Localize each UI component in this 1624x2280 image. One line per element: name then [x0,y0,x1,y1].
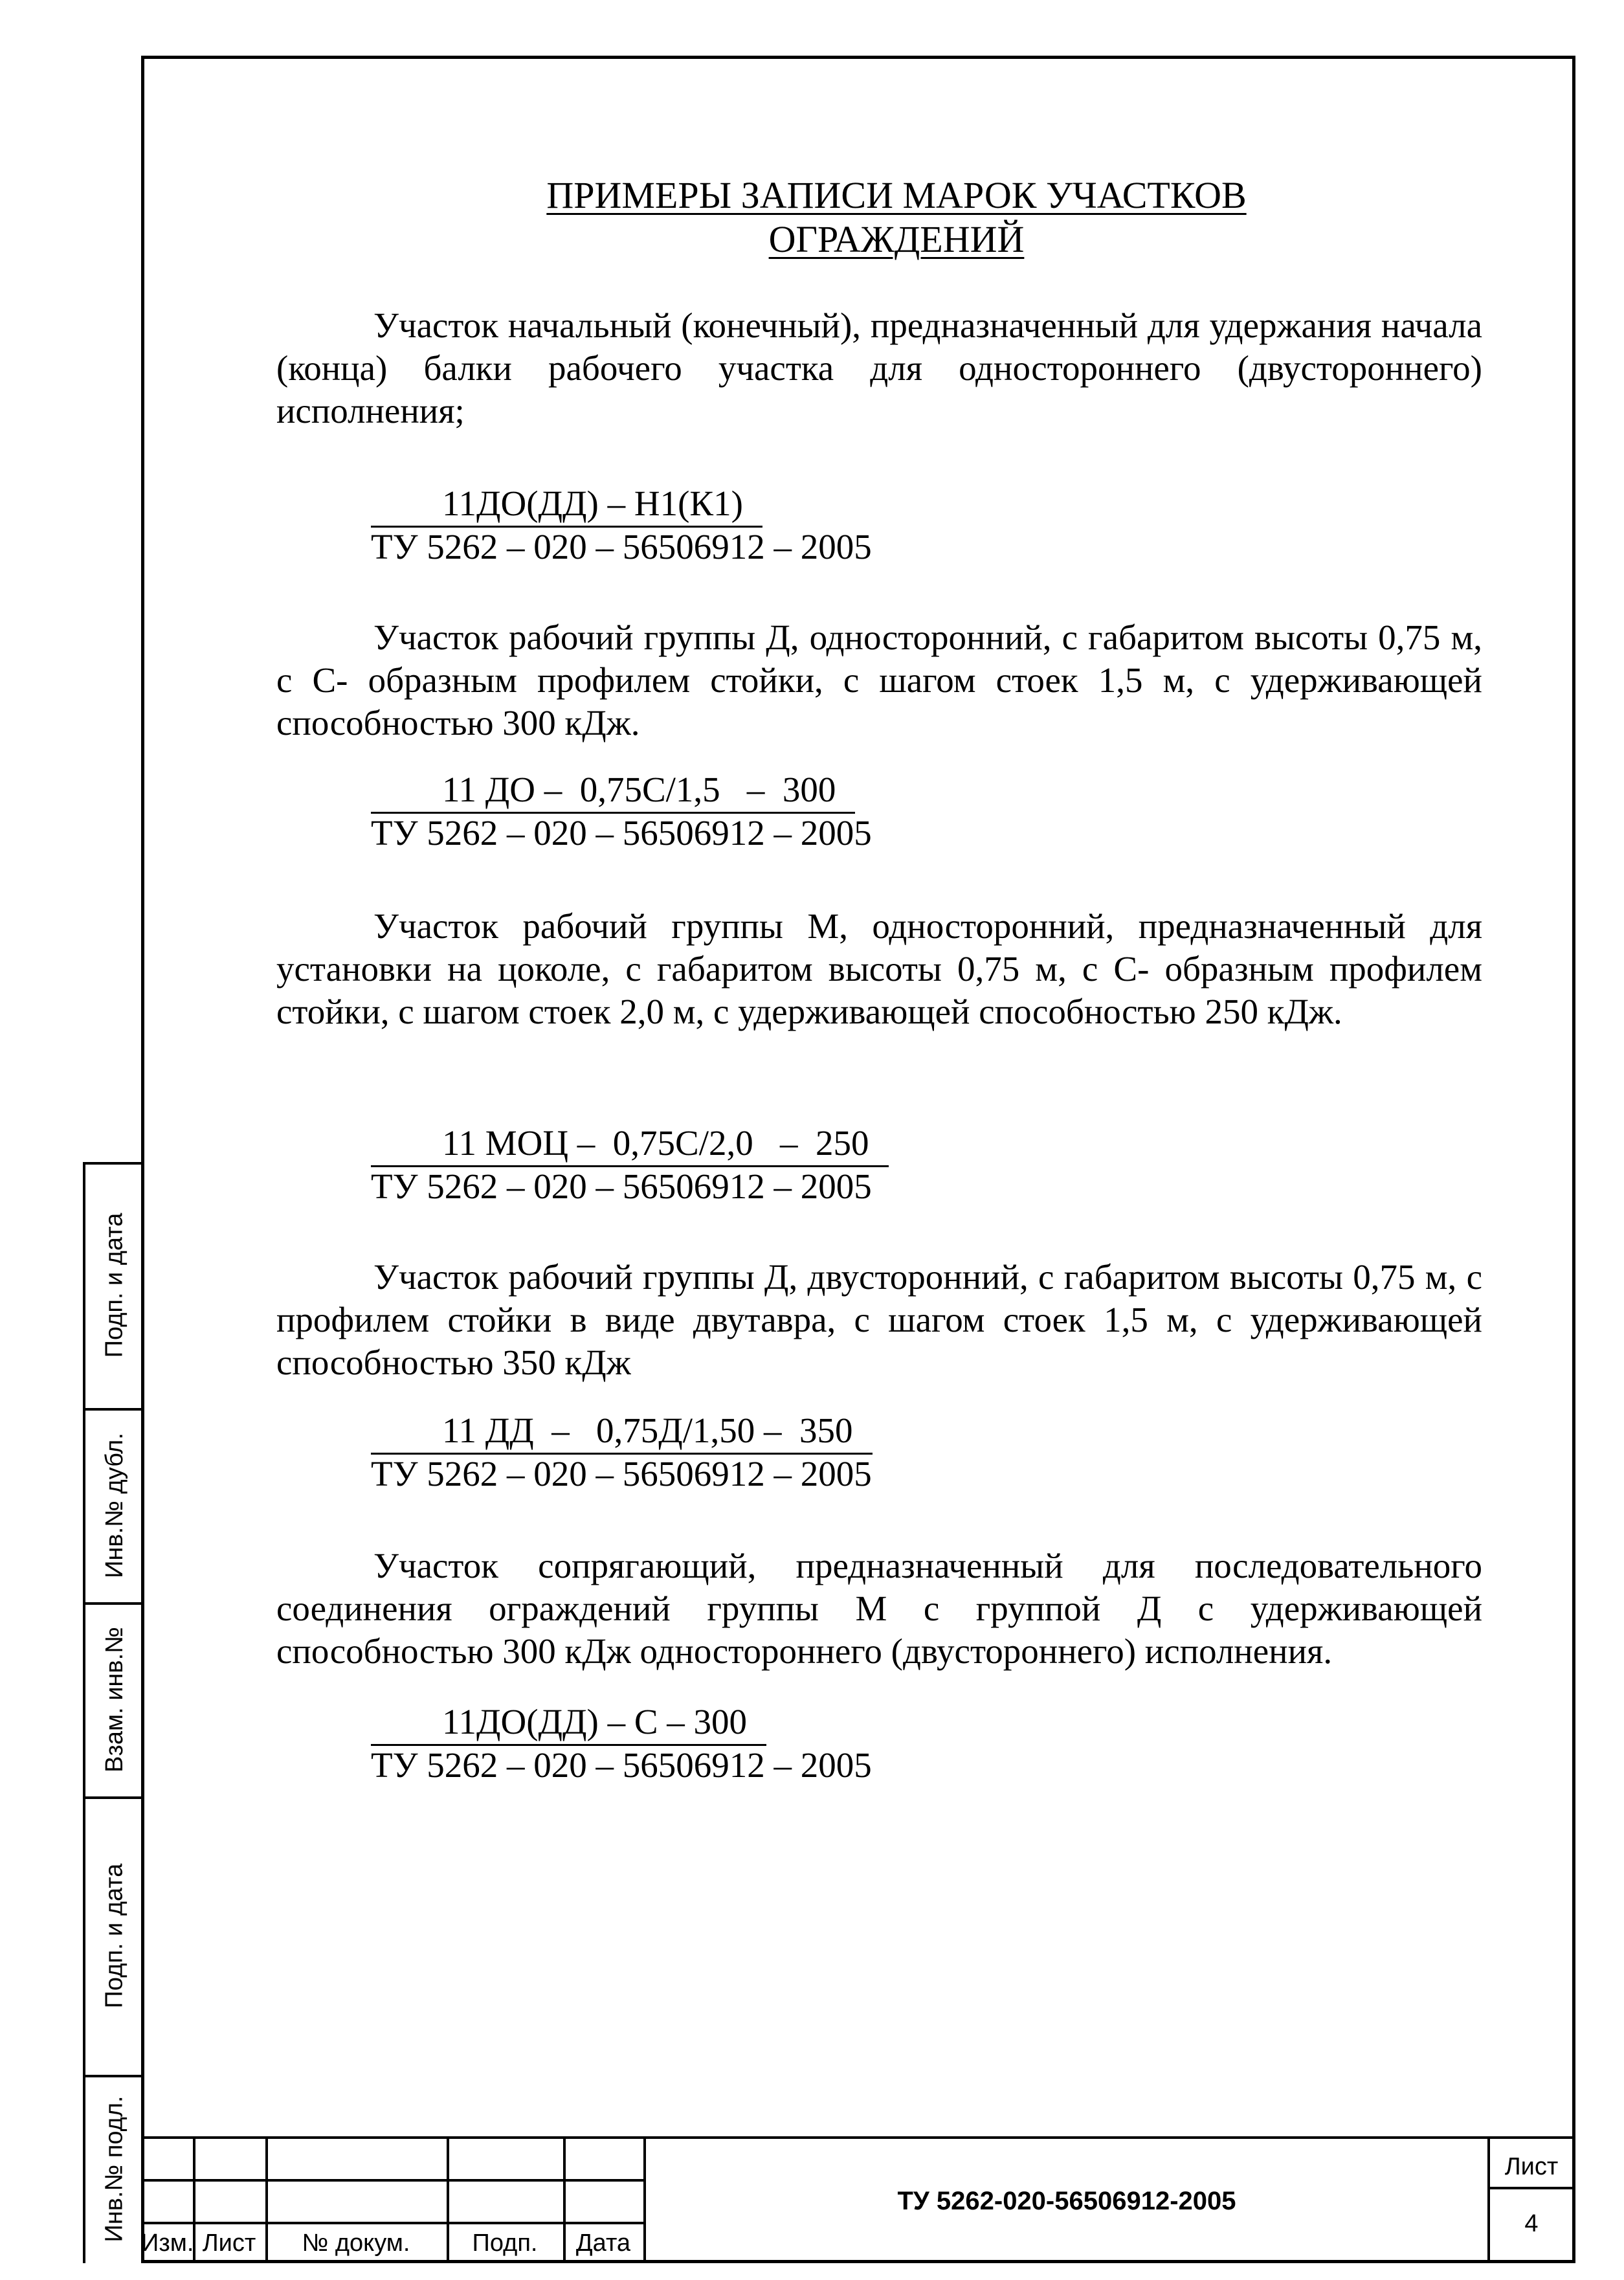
section-4-text: Участок рабочий группы Д, двусторонний, с габаритом высоты 0,75 м, с профилем стойки в виде двутавра, с шагом стоек 1,5 м, с удерживающей способностью 350 кДж [276,1257,1482,1382]
side-label-vzam-inv: Взам. инв.№ [100,1626,128,1772]
mark-tu: ТУ 5262 – 020 – 56506912 – 2005 [371,813,872,853]
mark-code: 11ДО(ДД) – Н1(К1) [371,484,762,528]
section-2-mark [371,770,872,853]
mark-code: 11 ДД – 0,75Д/1,50 – 350 [371,1411,873,1455]
section-2-text: Участок рабочий группы Д, односторонний, с габаритом высоты 0,75 м, с С- образным профилем стойки, с шагом стоек 1,5 м, с удерживающей способностью 300 кДж. [276,618,1482,743]
mark-code: 11 МОЦ – 0,75С/2,0 – 250 [371,1124,889,1167]
side-label-podp-data-2: Подп. и дата [100,1863,128,2008]
mark-code: 11ДО(ДД) – С – 300 [371,1703,766,1746]
col-doc-num: № докум. [302,2230,410,2257]
side-stamp [83,1162,141,2263]
section-3-text: Участок рабочий группы М, односторонний, предназначенный для установки на цоколе, с габаритом высоты 0,75 м, с С- образным профилем стойки, с шагом стоек 2,0 м, с удерживающей способностью 250 кДж. [276,906,1482,1031]
side-label-inv-dubl: Инв.№ дубл. [100,1432,128,1578]
mark-tu: ТУ 5262 – 020 – 56506912 – 2005 [371,1167,872,1206]
section-5-mark [371,1703,872,1785]
section-4-mark [371,1411,873,1493]
mark-tu: ТУ 5262 – 020 – 56506912 – 2005 [371,1745,872,1785]
col-izm: Изм. [141,2230,194,2257]
page-title [259,173,1534,262]
title-line-1: ПРИМЕРЫ ЗАПИСИ МАРОК УЧАСТКОВ [546,174,1247,216]
side-label-podp-data-1: Подп. и дата [100,1213,128,1358]
title-block [141,2136,1575,2263]
section-3-mark [371,1124,889,1206]
side-label-inv-podl: Инв.№ подл. [100,2096,128,2242]
document-code: ТУ 5262-020-56506912-2005 [897,2187,1236,2215]
sheet-number: 4 [1524,2210,1539,2237]
mark-tu: ТУ 5262 – 020 – 56506912 – 2005 [371,527,872,566]
sheet-label: Лист [1504,2153,1559,2180]
section-1-mark [371,484,872,566]
col-list: Лист [202,2230,256,2257]
mark-tu: ТУ 5262 – 020 – 56506912 – 2005 [371,1454,872,1493]
mark-code: 11 ДО – 0,75С/1,5 – 300 [371,770,855,814]
col-podp: Подп. [472,2230,538,2257]
title-line-2: ОГРАЖДЕНИЙ [768,218,1025,260]
section-5-text: Участок сопрягающий, предназначенный для последовательного соединения ограждений группы М с группой Д с удерживающей способностью 300 кДж одностороннего (двустороннего) исполнения. [276,1546,1482,1671]
col-data: Дата [575,2230,631,2257]
section-1-text: Участок начальный (конечный), предназначенный для удержания начала (конца) балки рабочего участка для одностороннего (двустороннего) исполнения; [276,306,1482,430]
